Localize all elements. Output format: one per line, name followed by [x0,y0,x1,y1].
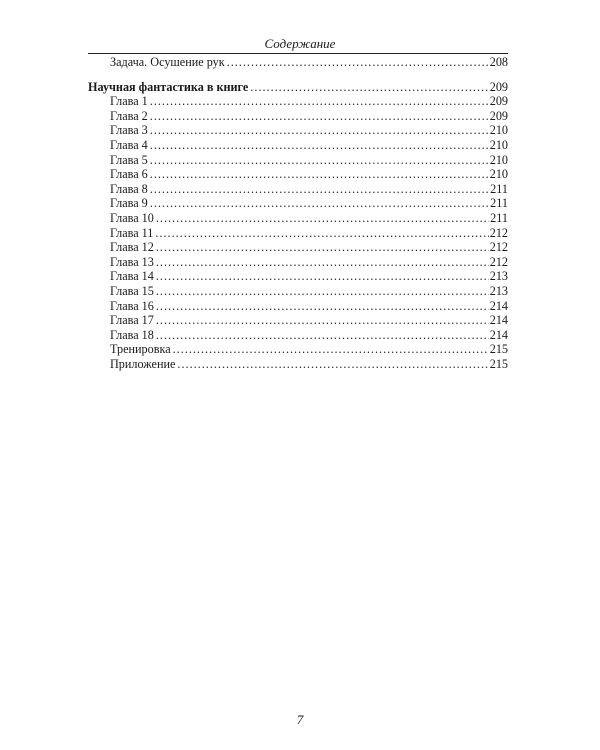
toc-entry [88,138,508,153]
toc-entry-page: 212 [489,254,508,269]
toc-entry-label: Глава 16 [110,298,154,313]
toc-entry-label: Приложение [110,356,176,371]
toc-entry-page: 212 [489,225,508,240]
toc-entry-label: Научная фантастика в книге [88,79,249,94]
toc-entry-page: 212 [489,240,508,255]
toc-entry-label: Глава 12 [110,240,154,255]
toc-entry [88,313,508,328]
toc-entry [88,226,508,241]
toc-entry-label: Задача. Осушение рук [110,55,225,69]
toc-entry-label: Глава 13 [110,254,154,269]
toc-entry-page: 214 [489,327,508,342]
toc-entry [88,269,508,284]
toc-entry-label: Глава 10 [110,210,154,225]
toc-entry [88,182,508,197]
table-of-contents [88,55,508,371]
toc-entry-page: 211 [490,181,508,196]
running-head-title: Содержание [264,36,336,51]
toc-entry [88,94,508,109]
toc-entry-page: 211 [490,210,508,225]
toc-entry [88,342,508,357]
toc-entry-page: 208 [489,55,508,69]
dot-leader [150,94,489,109]
toc-entry-label: Глава 4 [110,137,148,152]
toc-entry-page: 210 [489,123,508,138]
toc-entry-label: Глава 11 [110,225,154,240]
toc-entry-page: 214 [489,313,508,328]
toc-entry-label: Глава 18 [110,327,154,342]
toc-entry-page: 209 [489,94,508,109]
toc-entry-page: 215 [489,356,508,371]
dot-leader [177,357,488,372]
toc-entry-page: 214 [489,298,508,313]
toc-entry [88,109,508,124]
toc-entry-page: 210 [489,167,508,182]
toc-entry-label: Тренировка [110,342,171,357]
toc-entry-page: 209 [489,79,508,94]
header-rule [88,53,508,54]
toc-entry-label: Глава 5 [110,152,148,167]
dot-leader [156,299,489,314]
dot-leader [156,240,489,255]
toc-entry-page: 209 [489,108,508,123]
toc-entry-label: Глава 8 [110,181,148,196]
toc-entry [88,284,508,299]
toc-entry-label: Глава 17 [110,313,154,328]
dot-leader [156,328,489,343]
dot-leader [150,138,489,153]
dot-leader [156,255,489,270]
dot-leader [156,211,489,226]
toc-entry-label: Глава 2 [110,108,148,123]
toc-entry-label: Глава 15 [110,283,154,298]
toc-entry-page: 211 [490,196,508,211]
toc-entry-label: Глава 6 [110,167,148,182]
toc-entry [88,328,508,343]
toc-entry [88,240,508,255]
toc-entry-label: Глава 9 [110,196,148,211]
dot-leader [227,55,489,70]
dot-leader [173,342,489,357]
toc-entry [88,55,508,70]
dot-leader [150,182,489,197]
dot-leader [156,269,489,284]
toc-entry [88,167,508,182]
toc-entry [88,255,508,270]
dot-leader [150,167,489,182]
dot-leader [150,123,489,138]
dot-leader [150,109,489,124]
toc-entry-label: Глава 14 [110,269,154,284]
toc-entry-page: 213 [489,269,508,284]
dot-leader [250,80,488,95]
dot-leader [156,313,489,328]
dot-leader [155,226,488,241]
toc-entry-page: 213 [489,283,508,298]
toc-entry [88,211,508,226]
toc-entry [88,153,508,168]
toc-entry-page: 215 [489,342,508,357]
toc-entry-page: 210 [489,152,508,167]
toc-entry-label: Глава 3 [110,123,148,138]
toc-entry [88,196,508,211]
toc-entry [88,299,508,314]
toc-entry-label: Глава 1 [110,94,148,109]
toc-section-heading [88,80,508,95]
toc-entry [88,123,508,138]
toc-entry-page: 210 [489,137,508,152]
page-number: 7 [296,712,304,727]
toc-entry [88,357,508,372]
dot-leader [150,196,489,211]
dot-leader [156,284,489,299]
dot-leader [150,153,489,168]
